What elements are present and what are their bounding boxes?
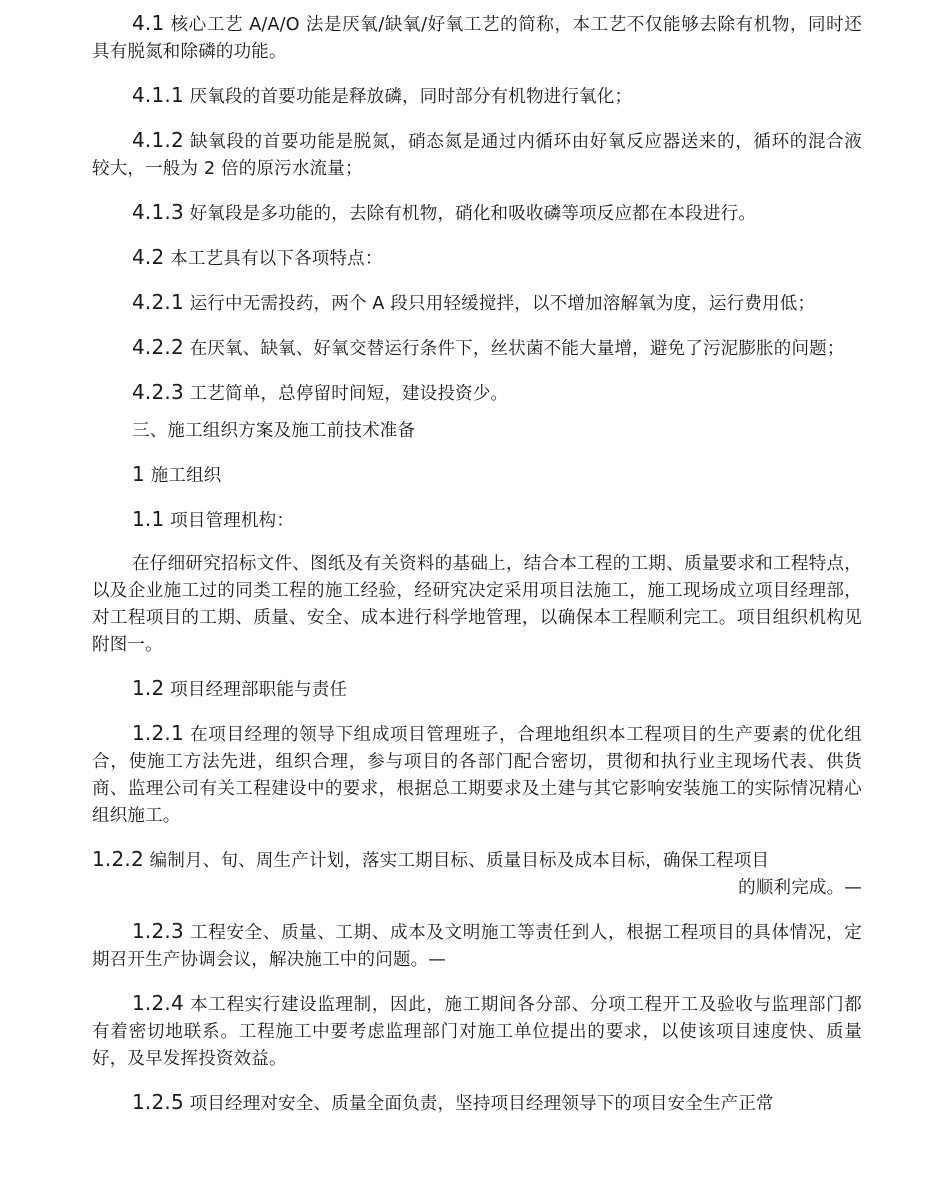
paragraph-4-2-2: 4.2.2 在厌氧、缺氧、好氧交替运行条件下，丝状菌不能大量增，避免了污泥膨胀的问题； [132,335,845,359]
paragraph-management-description: 在仔细研究招标文件、图纸及有关资料的基础上，结合本工程的工期、质量要求和工程特点，以及企业施工过的同类工程的施工经验，经研究决定采用项目法施工，施工现场成立项目经理部，对工程项目的工期、质量、安全、成本进行科学地管理，以确保本工程顺利完工。项目组织机构见附图一。 [92,554,862,655]
heading-1-2-duties: 1.2 项目经理部职能与责任 [132,676,348,700]
paragraph-4-2-3: 4.2.3 工艺简单，总停留时间短，建设投资少。 [132,380,509,404]
paragraph-4-2-1: 4.2.1 运行中无需投药，两个 A 段只用轻缓搅拌，以不增加溶解氧为度，运行费用低； [132,290,816,314]
paragraph-1-2-2-continuation: 的顺利完成。— [738,878,862,898]
paragraph-1-2-5: 1.2.5 项目经理对安全、质量全面负责，坚持项目经理领导下的项目安全生产正常 [132,1090,774,1114]
paragraph-1-2-2: 1.2.2 编制月、旬、周生产计划，落实工期目标、质量目标及成本目标，确保工程项目 [92,847,770,871]
paragraph-1-2-3: 1.2.3 工程安全、质量、工期、成本及文明施工等责任到人，根据工程项目的具体情况，定期召开生产协调会议，解决施工中的问题。— [92,919,862,970]
paragraph-4-1-3: 4.1.3 好氧段是多功能的，去除有机物，硝化和吸收磷等项反应都在本段进行。 [132,200,757,224]
paragraph-1-2-4: 1.2.4 本工程实行建设监理制，因此，施工期间各分部、分项工程开工及验收与监理部门都有着密切地联系。工程施工中要考虑监理部门对施工单位提出的要求，以使该项目速度快、质量好，及早发挥投资效益。 [92,991,862,1069]
paragraph-4-1-2: 4.1.2 缺氧段的首要功能是脱氮，硝态氮是通过内循环由好氧反应器送来的，循环的混合液较大，一般为 2 倍的原污水流量； [92,128,862,179]
paragraph-4-2: 4.2 本工艺具有以下各项特点： [132,245,383,269]
paragraph-1-2-1: 1.2.1 在项目经理的领导下组成项目管理班子，合理地组织本工程项目的生产要素的优化组合，使施工方法先进，组织合理，参与项目的各部门配合密切，贯彻和执行业主现场代表、供货商、监理公司有关工程建设中的要求，根据总工期要求及土建与其它影响安装施工的实际情况精心组织施工。 [92,721,862,826]
paragraph-4-1-1: 4.1.1 厌氧段的首要功能是释放磷，同时部分有机物进行氧化； [132,83,633,107]
heading-1-1-management: 1.1 项目管理机构： [132,507,295,531]
document-page [92,10,862,1118]
section-heading: 三、施工组织方案及施工前技术准备 [132,421,416,441]
paragraph-4-1: 4.1 核心工艺 A/A/O 法是厌氧/缺氧/好氧工艺的简称，本工艺不仅能够去除有机物，同时还具有脱氮和除磷的功能。 [92,11,862,62]
heading-1-construction-organization: 1 施工组织 [132,462,222,486]
